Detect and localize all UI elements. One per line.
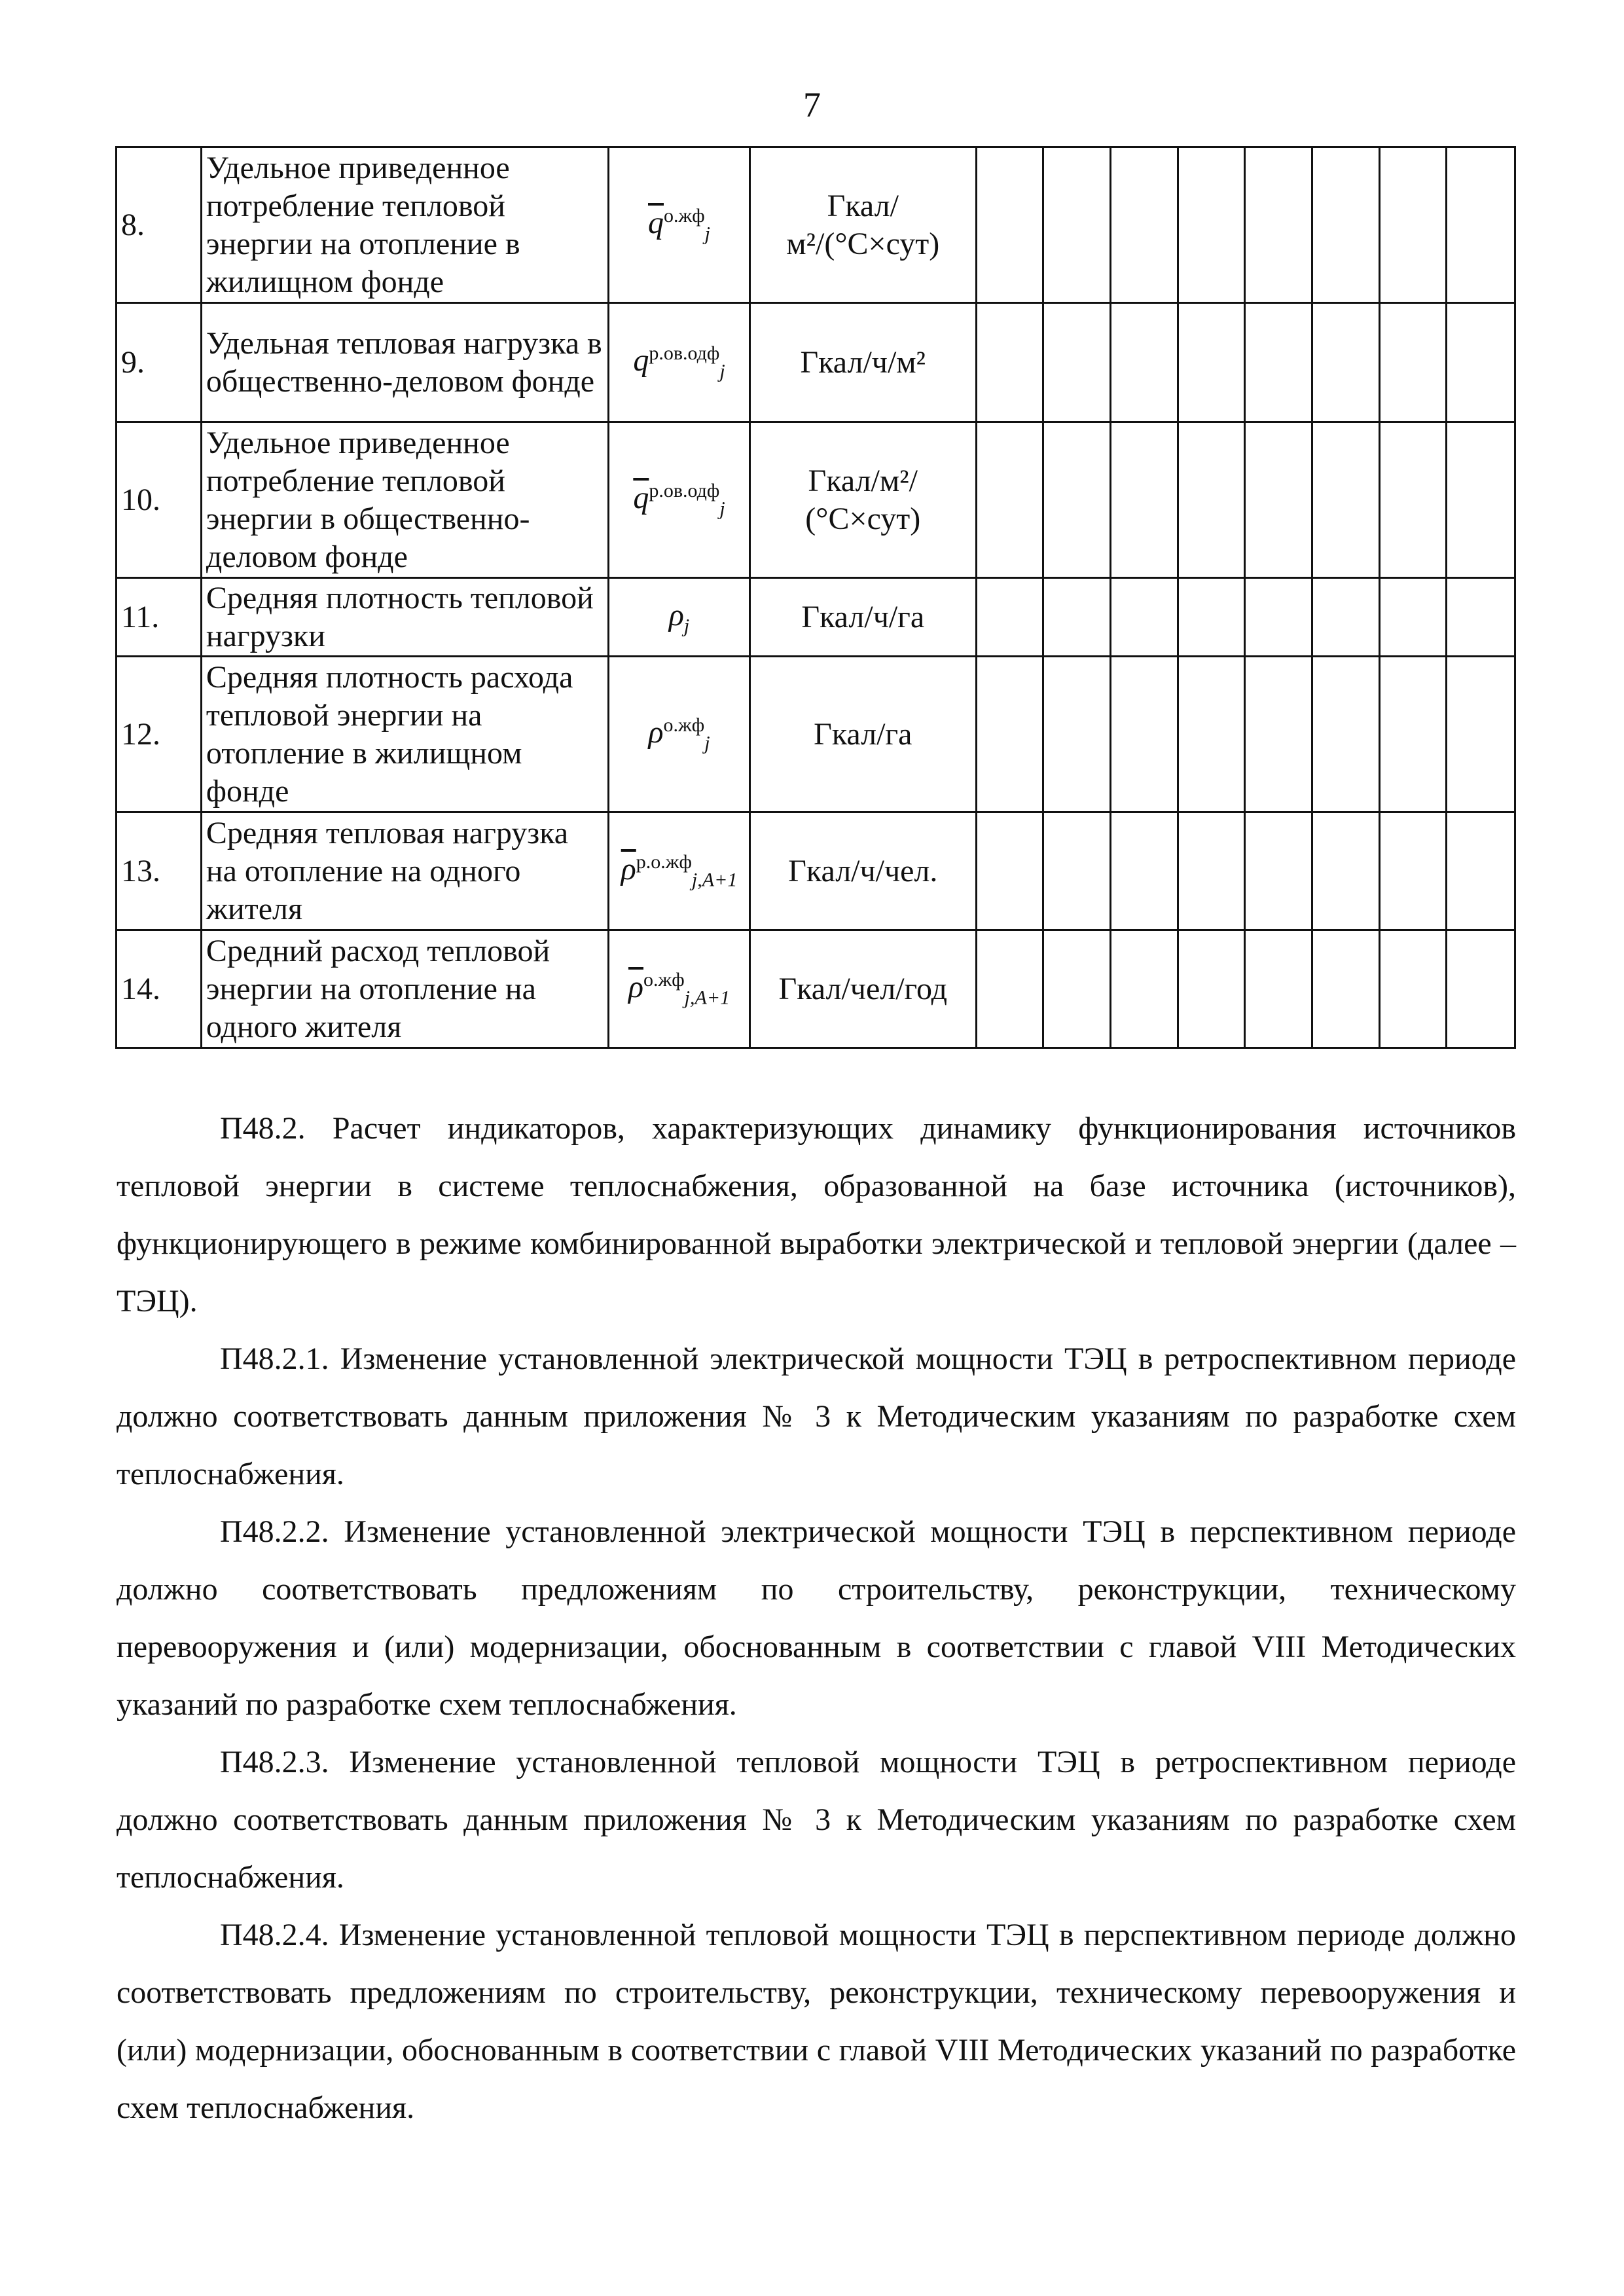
table-row bbox=[117, 422, 1515, 578]
symbol-base: $\overline{\rho}$ bbox=[628, 969, 643, 1004]
value-cell bbox=[976, 147, 1043, 303]
paragraph: П48.2.4. Изменение установленной тепловой мощности ТЭЦ в перспективном периоде должно соответствовать предложениям по строительству, реконструкции, техническому перевооружения и (или) модернизации, обоснованным в соответствии с главой VIII Методических указаний по разработке схем теплоснабжения. bbox=[117, 1918, 1516, 2125]
indicator-name: Средняя тепловая нагрузка на отопление на одного жителя bbox=[201, 812, 608, 930]
value-cell bbox=[1043, 657, 1111, 812]
value-cell bbox=[1379, 578, 1447, 657]
value-cell bbox=[1245, 578, 1312, 657]
row-number: 13. bbox=[117, 812, 202, 930]
indicator-name: Средняя плотность расхода тепловой энергии на отопление в жилищном фонде bbox=[201, 657, 608, 812]
value-cell bbox=[1110, 422, 1178, 578]
table-row bbox=[117, 303, 1515, 422]
value-cell bbox=[1110, 303, 1178, 422]
value-cell bbox=[1379, 930, 1447, 1048]
symbol-superscript: о.жф bbox=[643, 968, 685, 991]
value-cell bbox=[976, 303, 1043, 422]
value-cell bbox=[1178, 812, 1245, 930]
value-cell bbox=[1178, 303, 1245, 422]
symbol-superscript: р.ов.одф bbox=[649, 342, 720, 364]
indicators-table bbox=[115, 146, 1516, 1049]
indicator-symbol bbox=[609, 422, 750, 578]
symbol-superscript: р.о.жф bbox=[636, 850, 692, 873]
value-cell bbox=[1043, 422, 1111, 578]
symbol-subscript: j,A+1 bbox=[691, 869, 738, 891]
value-cell bbox=[976, 812, 1043, 930]
value-cell bbox=[1178, 657, 1245, 812]
value-cell bbox=[976, 422, 1043, 578]
value-cell bbox=[1312, 812, 1379, 930]
indicator-unit: Гкал/ч/га bbox=[749, 578, 976, 657]
value-cell bbox=[1379, 657, 1447, 812]
value-cell bbox=[1447, 930, 1515, 1048]
indicator-unit: Гкал/чел/год bbox=[749, 930, 976, 1048]
symbol-superscript: о.жф bbox=[663, 714, 705, 736]
paragraph: П48.2.2. Изменение установленной электрической мощности ТЭЦ в перспективном периоде должно соответствовать предложениям по строительству, реконструкции, техническому перевооружения и (или) модернизации, обоснованным в соответствии с главой VIII Методических указаний по разработке схем теплоснабжения. bbox=[117, 1514, 1516, 1722]
value-cell bbox=[1245, 930, 1312, 1048]
indicator-symbol bbox=[609, 147, 750, 303]
table-row bbox=[117, 147, 1515, 303]
value-cell bbox=[1043, 812, 1111, 930]
row-number: 12. bbox=[117, 657, 202, 812]
indicator-name: Удельная тепловая нагрузка в общественно-деловом фонде bbox=[201, 303, 608, 422]
value-cell bbox=[1178, 422, 1245, 578]
value-cell bbox=[1245, 812, 1312, 930]
row-number: 14. bbox=[117, 930, 202, 1048]
page-number: 7 bbox=[803, 85, 821, 124]
value-cell bbox=[1110, 930, 1178, 1048]
value-cell bbox=[1379, 303, 1447, 422]
indicator-name: Средняя плотность тепловой нагрузки bbox=[201, 578, 608, 657]
value-cell bbox=[1312, 422, 1379, 578]
symbol-base: ρ bbox=[648, 714, 664, 750]
symbol-base: $\overline{q}$ bbox=[648, 205, 664, 240]
indicator-symbol bbox=[609, 303, 750, 422]
value-cell bbox=[1110, 657, 1178, 812]
indicator-symbol bbox=[609, 930, 750, 1048]
indicator-name: Удельное приведенное потребление тепловой энергии на отопление в жилищном фонде bbox=[201, 147, 608, 303]
value-cell bbox=[1379, 147, 1447, 303]
value-cell bbox=[1447, 422, 1515, 578]
value-cell bbox=[1043, 578, 1111, 657]
value-cell bbox=[1447, 147, 1515, 303]
value-cell bbox=[1312, 147, 1379, 303]
value-cell bbox=[1043, 303, 1111, 422]
symbol-subscript: j bbox=[683, 615, 690, 637]
value-cell bbox=[1312, 303, 1379, 422]
value-cell bbox=[1110, 578, 1178, 657]
value-cell bbox=[1447, 303, 1515, 422]
value-cell bbox=[1447, 657, 1515, 812]
value-cell bbox=[1110, 147, 1178, 303]
symbol-base: ρ bbox=[668, 597, 684, 632]
value-cell bbox=[1178, 578, 1245, 657]
row-number: 8. bbox=[117, 147, 202, 303]
row-number: 9. bbox=[117, 303, 202, 422]
row-number: 11. bbox=[117, 578, 202, 657]
table-row bbox=[117, 930, 1515, 1048]
symbol-subscript: j bbox=[704, 223, 711, 245]
table-row bbox=[117, 812, 1515, 930]
value-cell bbox=[1379, 812, 1447, 930]
value-cell bbox=[1312, 578, 1379, 657]
value-cell bbox=[1447, 578, 1515, 657]
symbol-superscript: о.жф bbox=[664, 204, 705, 227]
symbol-subscript: j bbox=[719, 360, 725, 382]
paragraph: П48.2.3. Изменение установленной тепловой мощности ТЭЦ в ретроспективном периоде должно соответствовать данным приложения № 3 к Методическим указаниям по разработке схем теплоснабжения. bbox=[117, 1745, 1516, 1895]
value-cell bbox=[1312, 930, 1379, 1048]
indicator-symbol bbox=[609, 812, 750, 930]
value-cell bbox=[1043, 930, 1111, 1048]
body-text bbox=[117, 1100, 1516, 2137]
value-cell bbox=[1245, 303, 1312, 422]
value-cell bbox=[976, 657, 1043, 812]
value-cell bbox=[976, 930, 1043, 1048]
indicator-name: Средний расход тепловой энергии на отопление на одного жителя bbox=[201, 930, 608, 1048]
symbol-superscript: р.ов.одф bbox=[649, 479, 720, 501]
indicator-unit: Гкал/ч/чел. bbox=[749, 812, 976, 930]
table-row bbox=[117, 657, 1515, 812]
value-cell bbox=[976, 578, 1043, 657]
value-cell bbox=[1447, 812, 1515, 930]
indicator-unit: Гкал/м²/ (°С×сут) bbox=[749, 422, 976, 578]
indicator-symbol bbox=[609, 657, 750, 812]
symbol-base: $\overline{q}$ bbox=[633, 480, 649, 515]
value-cell bbox=[1312, 657, 1379, 812]
indicator-name: Удельное приведенное потребление тепловой энергии в общественно-деловом фонде bbox=[201, 422, 608, 578]
value-cell bbox=[1178, 930, 1245, 1048]
symbol-subscript: j,A+1 bbox=[684, 987, 731, 1009]
indicator-unit: Гкал/га bbox=[749, 657, 976, 812]
indicator-unit: Гкал/ч/м² bbox=[749, 303, 976, 422]
value-cell bbox=[1245, 147, 1312, 303]
value-cell bbox=[1245, 657, 1312, 812]
symbol-base: $\overline{\rho}$ bbox=[621, 851, 636, 886]
symbol-base: q bbox=[633, 342, 649, 378]
symbol-subscript: j bbox=[719, 498, 725, 520]
table-row bbox=[117, 578, 1515, 657]
value-cell bbox=[1043, 147, 1111, 303]
row-number: 10. bbox=[117, 422, 202, 578]
value-cell bbox=[1379, 422, 1447, 578]
symbol-subscript: j bbox=[704, 732, 710, 754]
paragraph: П48.2.1. Изменение установленной электрической мощности ТЭЦ в ретроспективном периоде должно соответствовать данным приложения № 3 к Методическим указаниям по разработке схем теплоснабжения. bbox=[117, 1341, 1516, 1491]
value-cell bbox=[1178, 147, 1245, 303]
value-cell bbox=[1110, 812, 1178, 930]
indicator-symbol bbox=[609, 578, 750, 657]
indicator-unit: Гкал/м²/(°С×сут) bbox=[749, 147, 976, 303]
paragraph: П48.2. Расчет индикаторов, характеризующих динамику функционирования источников тепловой энергии в системе теплоснабжения, образованной на базе источника (источников), функционирующего в режиме комбинированной выработки электрической и тепловой энергии (далее – ТЭЦ). bbox=[117, 1111, 1516, 1319]
value-cell bbox=[1245, 422, 1312, 578]
